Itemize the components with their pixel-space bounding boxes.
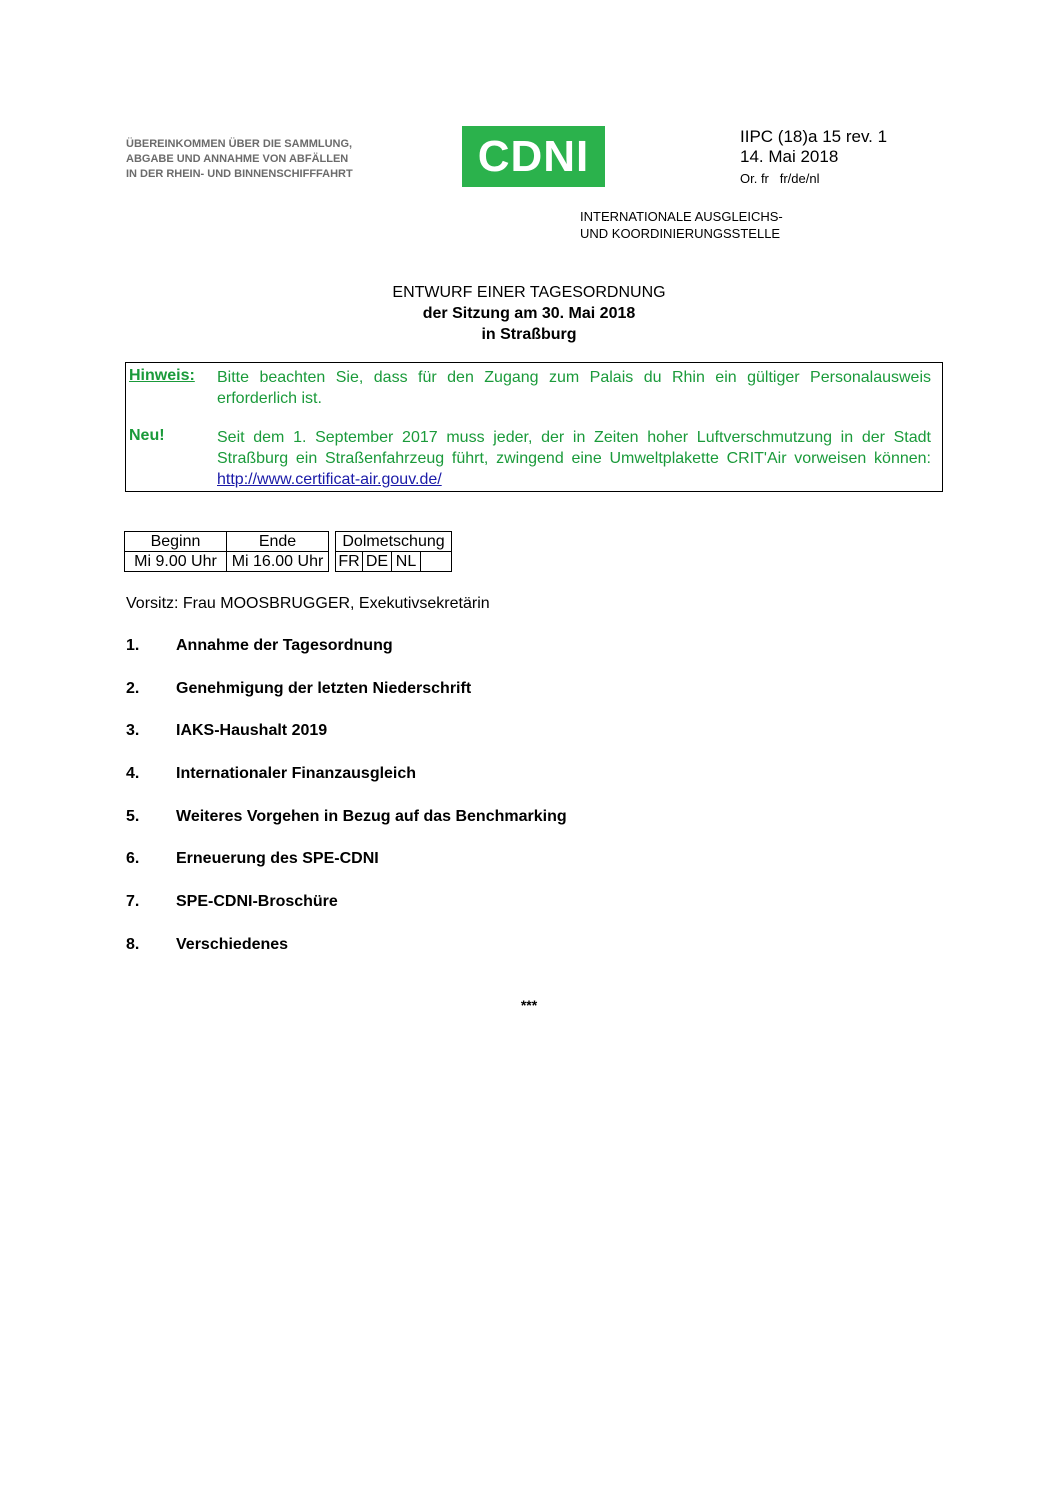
- agenda-item: [126, 765, 416, 783]
- original-languages: Or. fr fr/de/nl: [740, 171, 820, 186]
- cdni-logo: [462, 126, 605, 187]
- agenda-text: Internationaler Finanzausgleich: [176, 765, 417, 782]
- title-line-3: in Straßburg: [481, 326, 577, 343]
- agenda-number: 3.: [126, 722, 140, 739]
- logo-text: CDNI: [477, 131, 590, 181]
- new-label: Neu!: [129, 427, 165, 444]
- agenda-number: 8.: [126, 936, 140, 953]
- language-cell: DE: [363, 552, 392, 572]
- agenda-text: Verschiedenes: [176, 936, 289, 953]
- certificat-air-link[interactable]: http://www.certificat-air.gouv.de/: [217, 471, 442, 488]
- document-reference: [740, 127, 887, 167]
- document-title: [0, 282, 1058, 345]
- convention-line: ABGABE UND ANNAHME VON ABFÄLLEN: [126, 153, 349, 165]
- new-text: [217, 427, 931, 490]
- convention-name: [126, 137, 353, 182]
- time-table: [124, 531, 329, 572]
- end-header: Ende: [227, 532, 329, 552]
- hint-text: Bitte beachten Sie, dass für den Zugang zum Palais du Rhin ein gültiger Personalausweis erforderlich ist.: [217, 369, 931, 407]
- language-cell: FR: [336, 552, 363, 572]
- interpretation-table: [335, 531, 452, 572]
- end-value: Mi 16.00 Uhr: [227, 552, 329, 572]
- language-cell: NL: [392, 552, 421, 572]
- notice-box: [125, 362, 943, 492]
- doc-date: 14. Mai 2018: [740, 147, 839, 166]
- agenda-number: 2.: [126, 680, 140, 697]
- agenda-number: 5.: [126, 808, 140, 825]
- agenda-text: Annahme der Tagesordnung: [176, 637, 393, 654]
- chairperson: Vorsitz: Frau MOOSBRUGGER, Exekutivsekretärin: [126, 595, 490, 612]
- agenda-item: [126, 808, 567, 826]
- agenda-item: [126, 850, 379, 868]
- new-text-body: Seit dem 1. September 2017 muss jeder, der in Zeiten hoher Luftverschmutzung in der Stadt Straßburg ein Straßenfahrzeug führt, zwingend eine Umweltplakette CRIT'Air vorweisen können:: [217, 429, 931, 467]
- agenda-item: [126, 680, 471, 698]
- agenda-number: 1.: [126, 637, 140, 654]
- title-line-1: ENTWURF EINER TAGESORDNUNG: [392, 284, 666, 301]
- agenda-item: [126, 722, 327, 740]
- title-line-2: der Sitzung am 30. Mai 2018: [422, 305, 636, 322]
- language-cell: [421, 552, 452, 572]
- agenda-item: [126, 637, 393, 655]
- convention-line: IN DER RHEIN- UND BINNENSCHIFFFAHRT: [126, 168, 353, 180]
- agenda-item: [126, 893, 338, 911]
- begin-header: Beginn: [125, 532, 227, 552]
- end-mark: ***: [520, 997, 538, 1013]
- agenda-text: Erneuerung des SPE-CDNI: [176, 850, 379, 867]
- agenda-text: Weiteres Vorgehen in Bezug auf das Benchmarking: [176, 808, 567, 825]
- office-line: INTERNATIONALE AUSGLEICHS-: [580, 209, 783, 224]
- convention-line: ÜBEREINKOMMEN ÜBER DIE SAMMLUNG,: [126, 138, 353, 150]
- interpretation-header: Dolmetschung: [336, 532, 452, 552]
- agenda-item: [126, 936, 288, 954]
- office-line: UND KOORDINIERUNGSSTELLE: [580, 226, 781, 241]
- agenda-text: IAKS-Haushalt 2019: [176, 722, 328, 739]
- agenda-text: SPE-CDNI-Broschüre: [176, 893, 338, 910]
- hint-label: Hinweis:: [129, 367, 195, 384]
- agenda-number: 7.: [126, 893, 140, 910]
- begin-value: Mi 9.00 Uhr: [125, 552, 227, 572]
- agenda-number: 6.: [126, 850, 140, 867]
- issuing-office: [580, 208, 783, 242]
- agenda-text: Genehmigung der letzten Niederschrift: [176, 680, 472, 697]
- agenda-number: 4.: [126, 765, 140, 782]
- doc-ref-number: IIPC (18)a 15 rev. 1: [740, 127, 888, 146]
